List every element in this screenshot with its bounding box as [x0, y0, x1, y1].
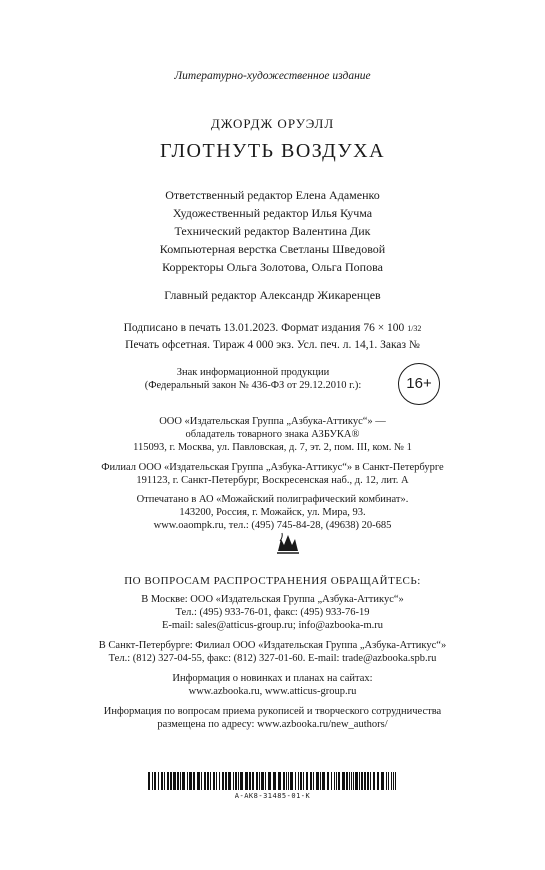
manuscripts-line: Информация по вопросам приема рукописей и творческого сотрудничества	[103, 706, 442, 717]
printer-line: 143200, Россия, г. Можайск, ул. Мира, 93.	[179, 507, 366, 518]
signing-line-2: Печать офсетная. Тираж 4 000 экз. Усл. печ. л. 14,1. Заказ №	[125, 339, 420, 351]
staff-line: Ответственный редактор Елена Адаменко	[165, 188, 380, 202]
barcode-icon	[148, 772, 398, 790]
info-product-sign	[0, 362, 545, 408]
manuscripts-line: размещена по адресу: www.azbooka.ru/new_authors/	[157, 719, 388, 730]
age-rating-badge: 16+	[398, 363, 440, 405]
chief-editor-line: Главный редактор Александр Жикаренцев	[164, 288, 381, 302]
publisher-line: ООО «Издательская Группа „Азбука-Аттикус“» —	[159, 416, 386, 427]
moscow-line: Тел.: (495) 933-76-01, факс: (495) 933-76-19	[175, 607, 370, 618]
info-sign-line: Знак информационной продукции	[176, 367, 330, 378]
printer-line: www.oaompk.ru, тел.: (495) 745-84-28, (49638) 20-685	[153, 520, 392, 531]
branch-line: 191123, г. Санкт-Петербург, Воскресенская наб., д. 12, лит. А	[136, 475, 409, 486]
staff-line: Компьютерная верстка Светланы Шведовой	[159, 242, 386, 256]
author-name: ДЖОРДЖ ОРУЭЛЛ	[210, 116, 335, 131]
azbuka-crown-logo-icon	[275, 531, 301, 555]
staff-line: Художественный редактор Илья Кучма	[172, 206, 373, 220]
signing-line-1: Подписано в печать 13.01.2023. Формат издания 76 × 100	[123, 322, 405, 334]
spb-line: Тел.: (812) 327-04-55, факс: (812) 327-01-60. E-mail: trade@azbooka.spb.ru	[108, 653, 437, 664]
news-line: www.azbooka.ru, www.atticus-group.ru	[188, 686, 357, 697]
distribution-heading: ПО ВОПРОСАМ РАСПРОСТРАНЕНИЯ ОБРАЩАЙТЕСЬ:	[124, 575, 421, 587]
spb-line: В Санкт-Петербурге: Филиал ООО «Издательская Группа „Азбука-Аттикус“»	[98, 640, 447, 651]
branch-line: Филиал ООО «Издательская Группа „Азбука-Аттикус“» в Санкт-Петербурге	[101, 462, 444, 473]
news-line: Информация о новинках и планах на сайтах:	[172, 673, 373, 684]
info-sign-text	[128, 366, 378, 392]
info-sign-line: (Федеральный закон № 436-ФЗ от 29.12.2010 г.):	[144, 380, 362, 391]
format-fraction: 1/32	[407, 324, 422, 333]
staff-line: Технический редактор Валентина Дик	[174, 224, 371, 238]
moscow-line: В Москве: ООО «Издательская Группа „Азбука-Аттикус“»	[141, 594, 404, 605]
printer-line: Отпечатано в АО «Можайский полиграфический комбинат».	[136, 494, 409, 505]
barcode-number: А-АК8-31485-01-К	[234, 792, 311, 800]
publisher-line: обладатель товарного знака АЗБУКА®	[185, 429, 360, 440]
staff-line: Корректоры Ольга Золотова, Ольга Попова	[162, 260, 383, 274]
book-title: ГЛОТНУТЬ ВОЗДУХА	[159, 140, 386, 162]
print-signing-info	[0, 320, 545, 353]
edition-type: Литературно-художественное издание	[174, 70, 371, 82]
moscow-line: E-mail: sales@atticus-group.ru; info@azbooka-m.ru	[161, 620, 384, 631]
publisher-line: 115093, г. Москва, ул. Павловская, д. 7, эт. 2, пом. III, ком. № 1	[133, 442, 412, 453]
